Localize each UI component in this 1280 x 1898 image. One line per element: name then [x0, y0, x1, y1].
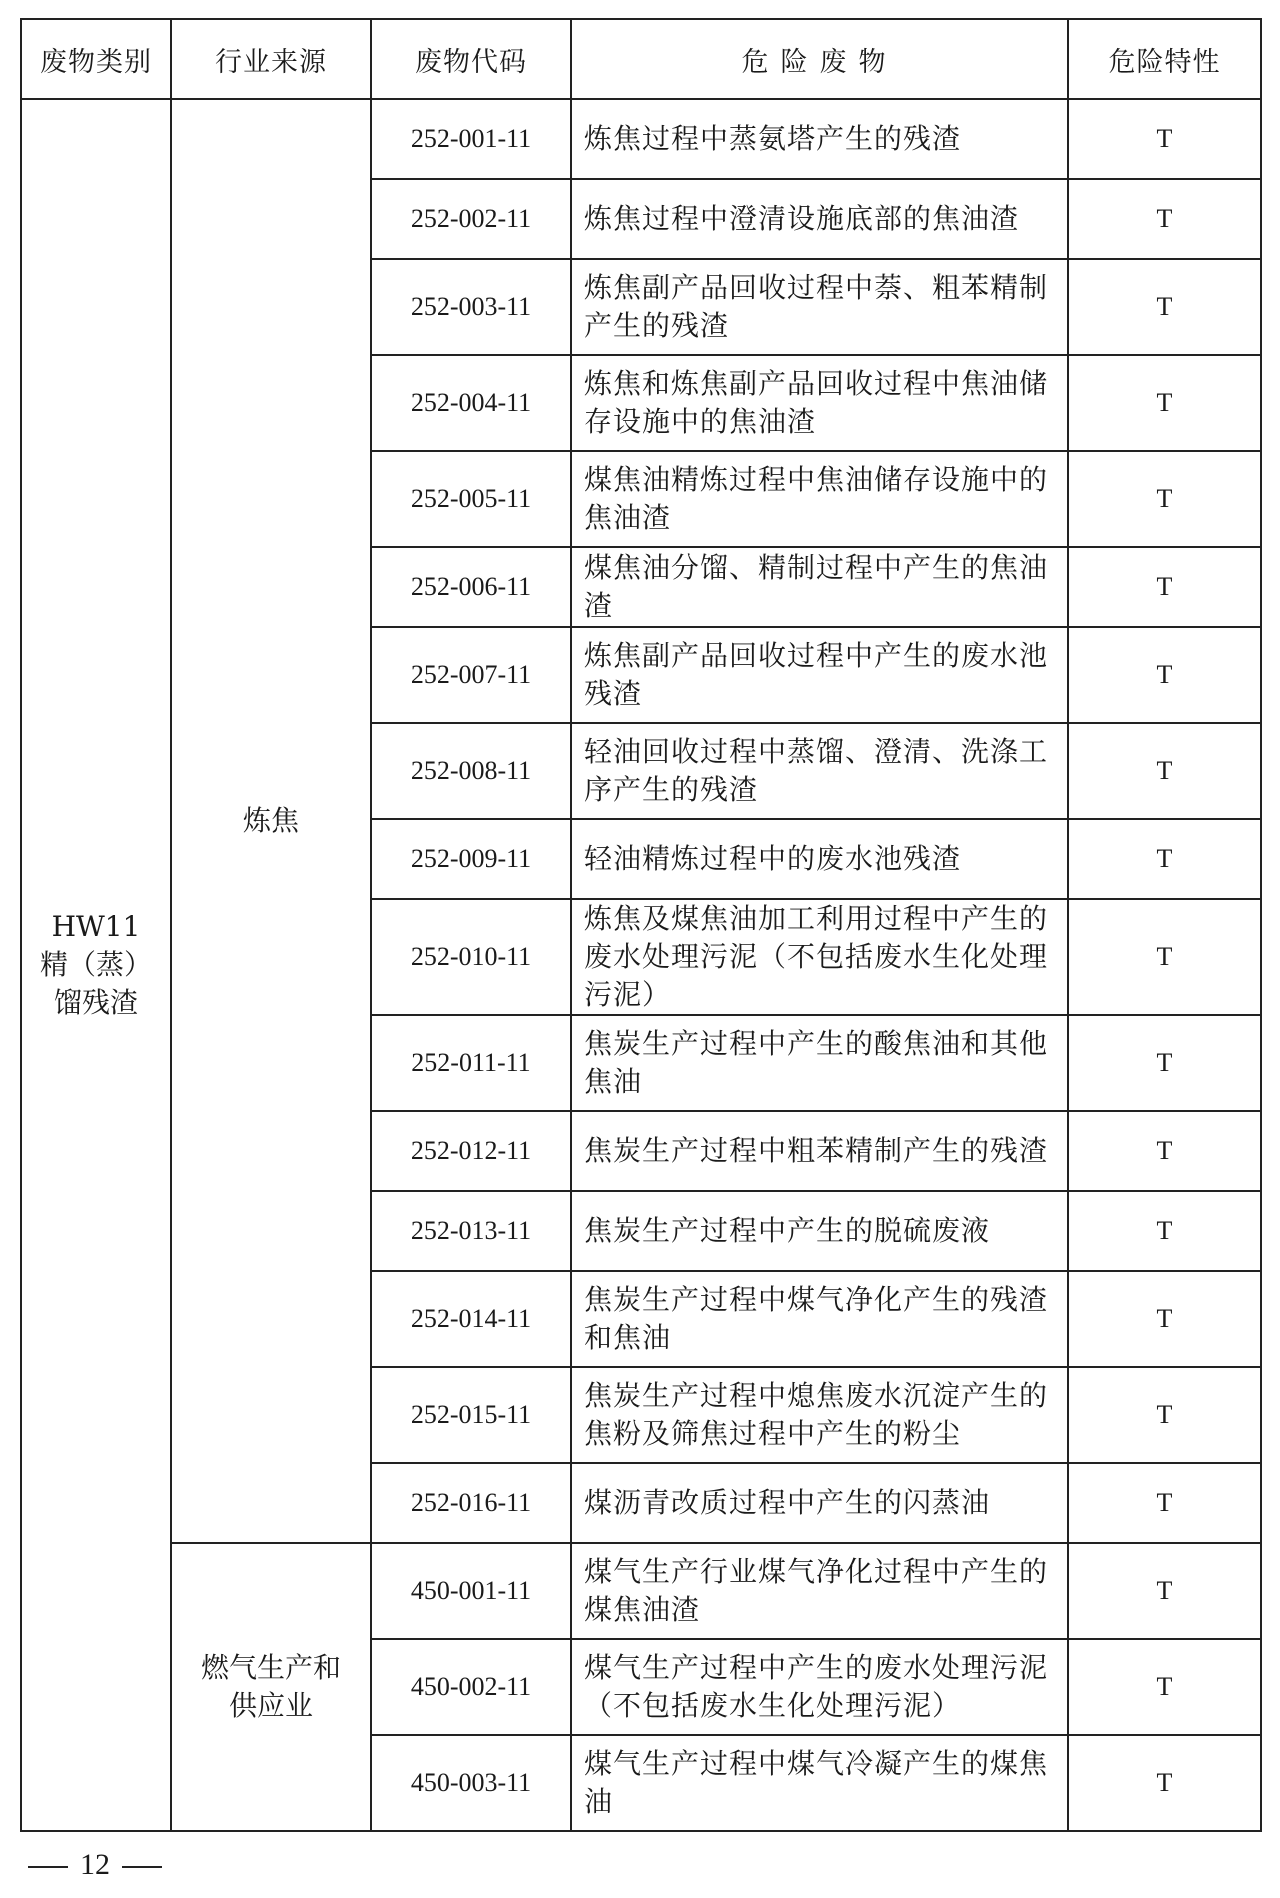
hazard-characteristic: T [1068, 899, 1261, 1015]
waste-code: 252-001-11 [371, 99, 571, 179]
footer-dash-right [122, 1866, 162, 1868]
hazard-characteristic: T [1068, 99, 1261, 179]
hazard-characteristic: T [1068, 1111, 1261, 1191]
hazard-characteristic: T [1068, 1271, 1261, 1367]
waste-code: 450-002-11 [371, 1639, 571, 1735]
waste-description: 煤沥青改质过程中产生的闪蒸油 [571, 1463, 1068, 1543]
hazard-characteristic: T [1068, 627, 1261, 723]
hazard-characteristic: T [1068, 179, 1261, 259]
waste-code: 450-001-11 [371, 1543, 571, 1639]
category-cell [21, 99, 171, 1831]
hazard-characteristic: T [1068, 1735, 1261, 1831]
hazard-characteristic: T [1068, 1015, 1261, 1111]
waste-description: 炼焦过程中澄清设施底部的焦油渣 [571, 179, 1068, 259]
header-code: 废物代码 [371, 19, 571, 99]
waste-description: 煤气生产过程中产生的废水处理污泥（不包括废水生化处理污泥） [571, 1639, 1068, 1735]
category-name-line2: 馏残渣 [53, 986, 138, 1019]
waste-description: 炼焦和炼焦副产品回收过程中焦油储存设施中的焦油渣 [571, 355, 1068, 451]
header-row [21, 19, 1261, 99]
waste-code: 252-006-11 [371, 547, 571, 627]
waste-description: 煤焦油分馏、精制过程中产生的焦油渣 [571, 547, 1068, 627]
table-row [21, 99, 1261, 179]
waste-code: 252-010-11 [371, 899, 571, 1015]
hazard-characteristic: T [1068, 355, 1261, 451]
header-hazardous-waste: 危险废物 [571, 19, 1068, 99]
footer-dash-left [28, 1866, 68, 1868]
hazard-characteristic: T [1068, 451, 1261, 547]
category-code: HW11 [51, 910, 141, 943]
header-characteristic: 危险特性 [1068, 19, 1261, 99]
waste-code: 252-014-11 [371, 1271, 571, 1367]
hazard-characteristic: T [1068, 723, 1261, 819]
hazard-characteristic: T [1068, 1367, 1261, 1463]
page-number: 12 [80, 1848, 110, 1881]
waste-code: 450-003-11 [371, 1735, 571, 1831]
waste-code: 252-007-11 [371, 627, 571, 723]
waste-description: 焦炭生产过程中煤气净化产生的残渣和焦油 [571, 1271, 1068, 1367]
waste-code: 252-011-11 [371, 1015, 571, 1111]
waste-description: 焦炭生产过程中产生的酸焦油和其他焦油 [571, 1015, 1068, 1111]
hazard-characteristic: T [1068, 1191, 1261, 1271]
waste-code: 252-005-11 [371, 451, 571, 547]
waste-code: 252-013-11 [371, 1191, 571, 1271]
industry-label-line2: 供应业 [228, 1689, 313, 1722]
waste-description: 炼焦及煤焦油加工利用过程中产生的废水处理污泥（不包括废水生化处理污泥） [571, 899, 1068, 1015]
waste-description: 轻油精炼过程中的废水池残渣 [571, 819, 1068, 899]
header-industry: 行业来源 [171, 19, 371, 99]
waste-description: 焦炭生产过程中粗苯精制产生的残渣 [571, 1111, 1068, 1191]
industry-cell-gas-supply [171, 1543, 371, 1831]
hazard-characteristic: T [1068, 819, 1261, 899]
page-footer [22, 1848, 174, 1882]
hazard-characteristic: T [1068, 1639, 1261, 1735]
waste-code: 252-015-11 [371, 1367, 571, 1463]
waste-description: 煤气生产行业煤气净化过程中产生的煤焦油渣 [571, 1543, 1068, 1639]
waste-description: 炼焦过程中蒸氨塔产生的残渣 [571, 99, 1068, 179]
waste-description: 炼焦副产品回收过程中萘、粗苯精制产生的残渣 [571, 259, 1068, 355]
waste-description: 轻油回收过程中蒸馏、澄清、洗涤工序产生的残渣 [571, 723, 1068, 819]
waste-description: 焦炭生产过程中熄焦废水沉淀产生的焦粉及筛焦过程中产生的粉尘 [571, 1367, 1068, 1463]
hazard-characteristic: T [1068, 259, 1261, 355]
waste-code: 252-003-11 [371, 259, 571, 355]
waste-code: 252-016-11 [371, 1463, 571, 1543]
waste-description: 煤焦油精炼过程中焦油储存设施中的焦油渣 [571, 451, 1068, 547]
waste-code: 252-012-11 [371, 1111, 571, 1191]
hazard-characteristic: T [1068, 1543, 1261, 1639]
waste-code: 252-008-11 [371, 723, 571, 819]
waste-code: 252-004-11 [371, 355, 571, 451]
waste-description: 煤气生产过程中煤气冷凝产生的煤焦油 [571, 1735, 1068, 1831]
industry-label-line1: 燃气生产和 [200, 1651, 341, 1684]
table-row [21, 1543, 1261, 1639]
hazard-characteristic: T [1068, 1463, 1261, 1543]
waste-code: 252-009-11 [371, 819, 571, 899]
hazardous-waste-table [20, 18, 1262, 1832]
category-name-line1: 精（蒸） [39, 948, 152, 981]
waste-code: 252-002-11 [371, 179, 571, 259]
industry-cell-coking [171, 99, 371, 1543]
industry-label: 炼焦 [242, 804, 299, 837]
header-category: 废物类别 [21, 19, 171, 99]
waste-description: 炼焦副产品回收过程中产生的废水池残渣 [571, 627, 1068, 723]
waste-description: 焦炭生产过程中产生的脱硫废液 [571, 1191, 1068, 1271]
hazard-characteristic: T [1068, 547, 1261, 627]
